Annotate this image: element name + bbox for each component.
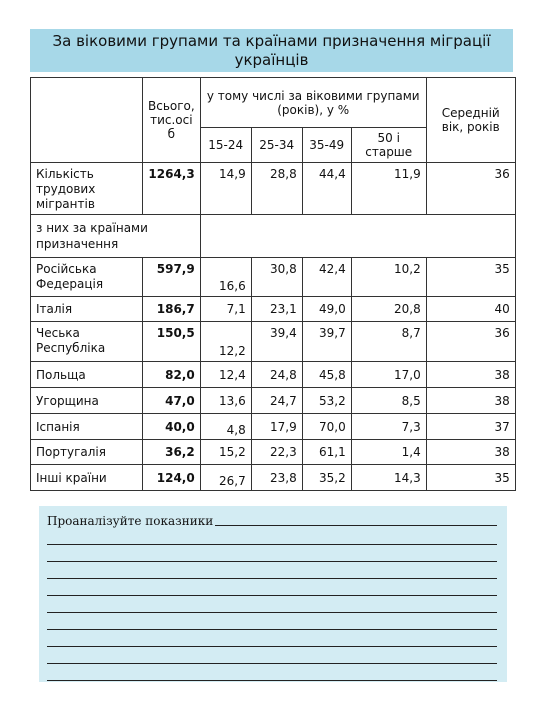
- row-age-25-34: 24,7: [251, 388, 302, 414]
- header-age-15-24: 15-24: [200, 128, 251, 163]
- row-age-25-34: 23,8: [251, 465, 302, 491]
- row-total: 597,9: [143, 258, 201, 297]
- row-country-hungary: Угорщина: [31, 388, 143, 414]
- row-age-25-34: 39,4: [251, 322, 302, 362]
- answer-blank[interactable]: [215, 525, 497, 526]
- table-row: [31, 440, 516, 465]
- row-average-age: 36: [426, 322, 515, 362]
- row-age-50-plus: 8,7: [351, 322, 426, 362]
- countries-subheader-row: [31, 215, 516, 258]
- row-age-25-34: 17,9: [251, 414, 302, 440]
- table-row: [31, 322, 516, 362]
- row-country-russia: Російська Федерація: [31, 258, 143, 297]
- row-total: 47,0: [143, 388, 201, 414]
- row-age-25-34: 24,8: [251, 362, 302, 388]
- table-row: [31, 465, 516, 491]
- row-age-35-49: 70,0: [302, 414, 351, 440]
- row-country-italy: Італія: [31, 297, 143, 322]
- header-age-25-34: 25-34: [251, 128, 302, 163]
- answer-line[interactable]: [47, 647, 497, 664]
- row-total: 150,5: [143, 322, 201, 362]
- row-age-35-49: 35,2: [302, 465, 351, 491]
- row-total: 186,7: [143, 297, 201, 322]
- row-age-15-24: 13,6: [200, 388, 251, 414]
- row-age-15-24: 15,2: [200, 440, 251, 465]
- row-average-age: 38: [426, 362, 515, 388]
- row-age-50-plus: 14,3: [351, 465, 426, 491]
- table-row: [31, 362, 516, 388]
- row-age-50-plus: 10,2: [351, 258, 426, 297]
- row-average-age: 37: [426, 414, 515, 440]
- answer-line[interactable]: [47, 545, 497, 562]
- row-country-spain: Іспанія: [31, 414, 143, 440]
- row-age-35-49: 53,2: [302, 388, 351, 414]
- page-title-text: За віковими групами та країнами призначення міграції українців: [52, 32, 491, 69]
- header-average-age: Середній вік, років: [426, 78, 515, 163]
- row-age-50-plus: 1,4: [351, 440, 426, 465]
- row-age-25-34: 22,3: [251, 440, 302, 465]
- row-age-50-plus: 20,8: [351, 297, 426, 322]
- row-age-50-plus: 7,3: [351, 414, 426, 440]
- header-age-groups: у тому числі за віковими групами (років), у %: [200, 78, 426, 128]
- row-age-35-49: 42,4: [302, 258, 351, 297]
- row-average-age: 40: [426, 297, 515, 322]
- row-age-15-24: 12,4: [200, 362, 251, 388]
- row-country-other: Інші країни: [31, 465, 143, 491]
- answer-line[interactable]: [47, 664, 497, 681]
- row-age-50-plus: 17,0: [351, 362, 426, 388]
- header-age-50-plus: 50 і старше: [351, 128, 426, 163]
- row-age-35-49: 39,7: [302, 322, 351, 362]
- row-age-15-24: 7,1: [200, 297, 251, 322]
- summary-total: 1264,3: [143, 163, 201, 215]
- row-age-15-24: 16,6: [200, 258, 251, 297]
- subheader-empty-cell: [200, 215, 515, 258]
- row-average-age: 38: [426, 388, 515, 414]
- row-total: 40,0: [143, 414, 201, 440]
- task-box: [39, 506, 507, 682]
- row-total: 36,2: [143, 440, 201, 465]
- row-average-age: 35: [426, 258, 515, 297]
- row-total: 124,0: [143, 465, 201, 491]
- task-prompt-line[interactable]: [47, 512, 497, 528]
- row-age-35-49: 61,1: [302, 440, 351, 465]
- row-average-age: 38: [426, 440, 515, 465]
- summary-label: Кількість трудових мігрантів: [31, 163, 143, 215]
- migration-table: [30, 77, 516, 491]
- answer-line[interactable]: [47, 562, 497, 579]
- table-row: [31, 258, 516, 297]
- row-age-15-24: 4,8: [200, 414, 251, 440]
- header-corner-cell: [31, 78, 143, 163]
- answer-line[interactable]: [47, 630, 497, 647]
- summary-age-50-plus: 11,9: [351, 163, 426, 215]
- header-total: Всього, тис.осі б: [143, 78, 201, 163]
- answer-line[interactable]: [47, 596, 497, 613]
- summary-age-25-34: 28,8: [251, 163, 302, 215]
- row-age-35-49: 45,8: [302, 362, 351, 388]
- row-age-50-plus: 8,5: [351, 388, 426, 414]
- page-title: [30, 29, 513, 72]
- header-row: [31, 78, 516, 128]
- row-total: 82,0: [143, 362, 201, 388]
- row-age-15-24: 26,7: [200, 465, 251, 491]
- table-row: [31, 414, 516, 440]
- row-country-portugal: Португалія: [31, 440, 143, 465]
- row-country-poland: Польща: [31, 362, 143, 388]
- header-age-35-49: 35-49: [302, 128, 351, 163]
- answer-line[interactable]: [47, 613, 497, 630]
- answer-line[interactable]: [47, 579, 497, 596]
- row-country-czech: Чеська Республіка: [31, 322, 143, 362]
- row-age-35-49: 49,0: [302, 297, 351, 322]
- row-age-25-34: 30,8: [251, 258, 302, 297]
- countries-subheader: з них за країнами призначення: [31, 215, 201, 258]
- summary-average-age: 36: [426, 163, 515, 215]
- summary-age-35-49: 44,4: [302, 163, 351, 215]
- answer-line[interactable]: [47, 528, 497, 545]
- table-row: [31, 297, 516, 322]
- summary-row: [31, 163, 516, 215]
- task-prompt: Проаналізуйте показники: [47, 514, 214, 528]
- row-age-15-24: 12,2: [200, 322, 251, 362]
- table-row: [31, 388, 516, 414]
- row-average-age: 35: [426, 465, 515, 491]
- summary-age-15-24: 14,9: [200, 163, 251, 215]
- row-age-25-34: 23,1: [251, 297, 302, 322]
